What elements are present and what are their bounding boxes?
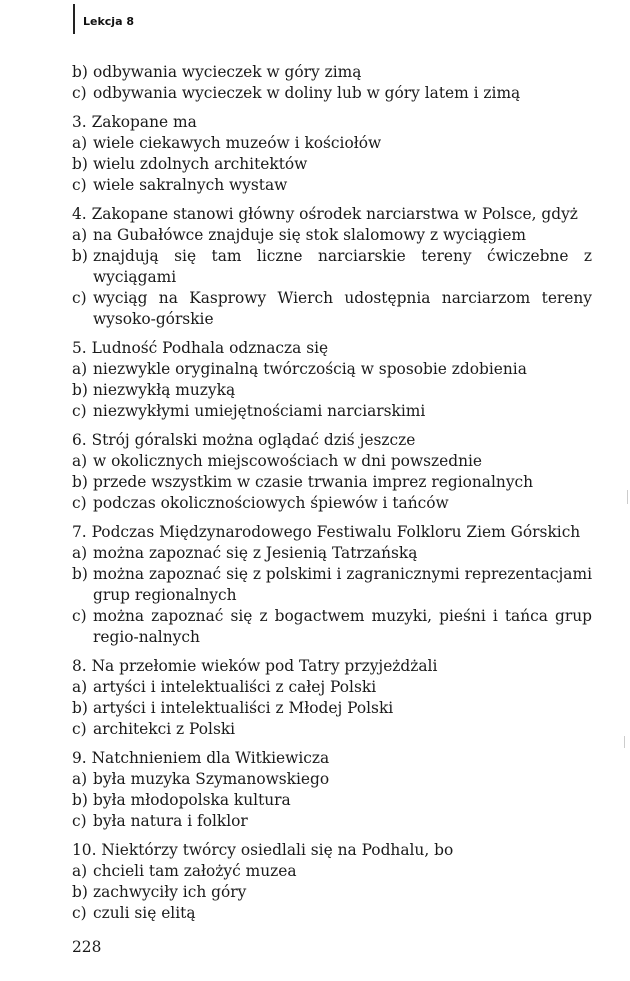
option-text: była młodopolska kultura <box>93 791 291 809</box>
answer-option <box>72 719 592 740</box>
question-block <box>72 62 592 104</box>
question-block <box>72 112 592 196</box>
option-letter: c) <box>72 812 87 830</box>
answer-option <box>72 83 592 104</box>
question-text: 3. Zakopane ma <box>72 113 197 131</box>
answer-option <box>72 861 592 882</box>
option-letter: b) <box>72 473 88 491</box>
answer-option <box>72 133 592 154</box>
option-letter: b) <box>72 565 88 583</box>
answer-option <box>72 380 592 401</box>
scan-mark <box>624 736 625 748</box>
option-letter: a) <box>72 134 88 152</box>
option-text: przede wszystkim w czasie trwania imprez regionalnych <box>93 473 534 491</box>
option-letter: a) <box>72 544 88 562</box>
answer-option <box>72 543 592 564</box>
option-text: wiele ciekawych muzeów i kościołów <box>93 134 382 152</box>
option-text: w okolicznych miejscowościach w dni powszednie <box>93 452 483 470</box>
option-text: odbywania wycieczek w góry zimą <box>93 63 362 81</box>
question-text: 8. Na przełomie wieków pod Tatry przyjeżdżali <box>72 657 438 675</box>
answer-option <box>72 790 592 811</box>
page-number: 228 <box>72 938 102 956</box>
answer-option <box>72 154 592 175</box>
option-text: odbywania wycieczek w doliny lub w góry latem i zimą <box>93 84 521 102</box>
question-text: 6. Strój góralski można oglądać dziś jeszcze <box>72 431 416 449</box>
answer-option <box>72 359 592 380</box>
option-text: artyści i intelektualiści z Młodej Polski <box>93 699 394 717</box>
answer-option <box>72 903 592 924</box>
question-block <box>72 840 592 924</box>
option-text: można zapoznać się z Jesienią Tatrzańską <box>93 544 418 562</box>
answer-option <box>72 606 592 648</box>
option-letter: b) <box>72 381 88 399</box>
scan-mark <box>627 490 628 504</box>
lesson-title: Lekcja 8 <box>83 15 134 28</box>
option-text: była natura i folklor <box>93 812 248 830</box>
answer-option <box>72 564 592 606</box>
question-text: 10. Niektórzy twórcy osiedlali się na Podhalu, bo <box>72 841 454 859</box>
option-letter: c) <box>72 176 87 194</box>
option-text: niezwykłymi umiejętnościami narciarskimi <box>93 402 426 420</box>
answer-option <box>72 225 592 246</box>
question-block <box>72 430 592 514</box>
question-block <box>72 522 592 648</box>
option-letter: a) <box>72 226 88 244</box>
option-letter: b) <box>72 155 88 173</box>
question-text: 7. Podczas Międzynarodowego Festiwalu Folkloru Ziem Górskich <box>72 523 581 541</box>
question-block <box>72 656 592 740</box>
answer-option <box>72 246 592 288</box>
question-text: 5. Ludność Podhala odznacza się <box>72 339 329 357</box>
option-text: wiele sakralnych wystaw <box>93 176 288 194</box>
answer-option <box>72 472 592 493</box>
option-letter: a) <box>72 452 88 470</box>
option-text: chcieli tam założyć muzea <box>93 862 297 880</box>
option-text: można zapoznać się z bogactwem muzyki, pieśni i tańca grup regio-nalnych <box>93 607 592 646</box>
answer-option <box>72 288 592 330</box>
answer-option <box>72 493 592 514</box>
question-block <box>72 204 592 330</box>
answer-option <box>72 451 592 472</box>
option-letter: a) <box>72 862 88 880</box>
option-text: na Gubałówce znajduje się stok slalomowy z wyciągiem <box>93 226 527 244</box>
option-letter: a) <box>72 360 88 378</box>
answer-option <box>72 811 592 832</box>
option-text: architekci z Polski <box>93 720 236 738</box>
option-letter: c) <box>72 84 87 102</box>
option-text: czuli się elitą <box>93 904 196 922</box>
option-letter: c) <box>72 289 87 307</box>
option-letter: b) <box>72 699 88 717</box>
option-text: artyści i intelektualiści z całej Polski <box>93 678 377 696</box>
question-block <box>72 338 592 422</box>
option-text: można zapoznać się z polskimi i zagranicznymi reprezentacjami grup regionalnych <box>93 565 592 604</box>
option-text: była muzyka Szymanowskiego <box>93 770 330 788</box>
option-letter: b) <box>72 791 88 809</box>
option-text: znajdują się tam liczne narciarskie tereny ćwiczebne z wyciągami <box>93 247 592 286</box>
option-letter: a) <box>72 678 88 696</box>
question-text: 9. Natchnieniem dla Witkiewicza <box>72 749 330 767</box>
header-rule <box>73 4 75 34</box>
option-letter: c) <box>72 402 87 420</box>
option-letter: c) <box>72 494 87 512</box>
option-letter: b) <box>72 63 88 81</box>
answer-option <box>72 769 592 790</box>
option-text: niezwykłą muzyką <box>93 381 236 399</box>
answer-option <box>72 401 592 422</box>
question-block <box>72 748 592 832</box>
option-text: niezwykle oryginalną twórczością w sposobie zdobienia <box>93 360 527 378</box>
option-text: podczas okolicznościowych śpiewów i tańców <box>93 494 449 512</box>
answer-option <box>72 62 592 83</box>
answer-option <box>72 882 592 903</box>
option-text: wyciąg na Kasprowy Wierch udostępnia narciarzom tereny wysoko-górskie <box>93 289 592 328</box>
option-text: wielu zdolnych architektów <box>93 155 308 173</box>
option-text: zachwyciły ich góry <box>93 883 247 901</box>
option-letter: b) <box>72 247 88 265</box>
option-letter: c) <box>72 720 87 738</box>
answer-option <box>72 698 592 719</box>
option-letter: a) <box>72 770 88 788</box>
answer-option <box>72 175 592 196</box>
option-letter: c) <box>72 904 87 922</box>
question-text: 4. Zakopane stanowi główny ośrodek narciarstwa w Polsce, gdyż <box>72 205 578 223</box>
answer-option <box>72 677 592 698</box>
option-letter: b) <box>72 883 88 901</box>
quiz-content <box>72 62 592 932</box>
option-letter: c) <box>72 607 87 625</box>
